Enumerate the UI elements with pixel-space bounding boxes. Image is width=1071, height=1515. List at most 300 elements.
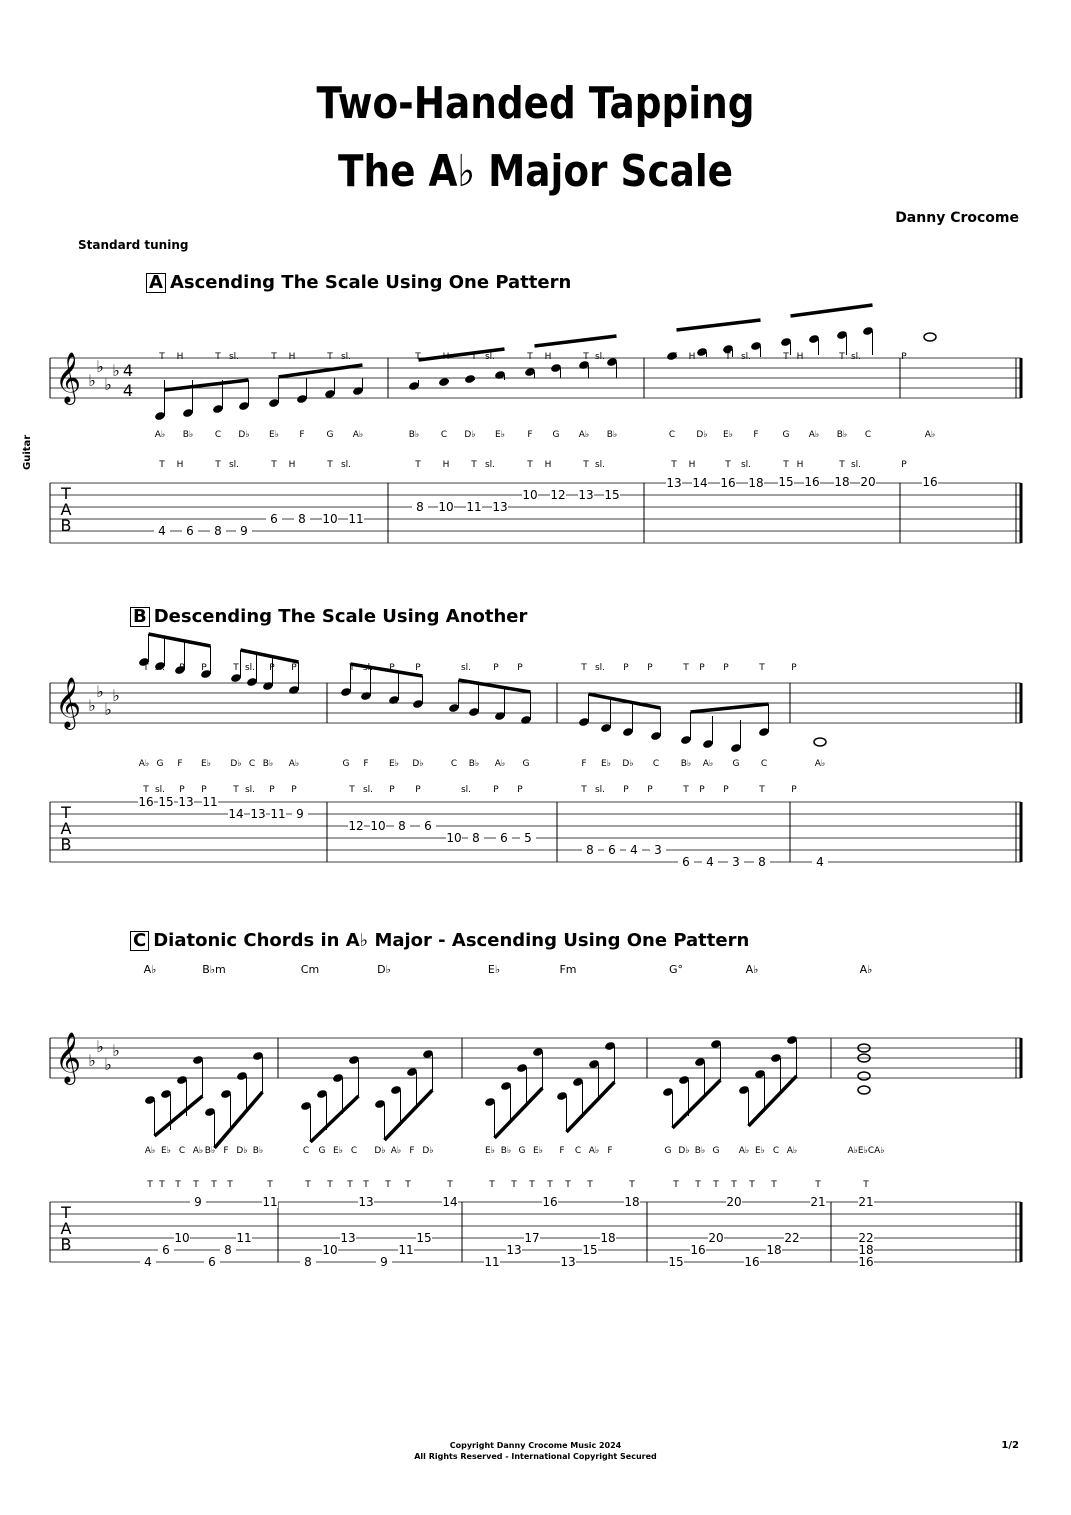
tab-number: 18 <box>624 1195 640 1209</box>
note-name: B♭ <box>408 430 420 440</box>
note-name: D♭ <box>678 1146 690 1156</box>
tab-number: 4 <box>144 1255 152 1269</box>
technique-label: T <box>471 352 477 362</box>
tab-number: 10 <box>370 819 386 833</box>
note-name: A♭ <box>588 1146 600 1156</box>
note-name: A♭ <box>288 759 300 769</box>
note-name: C <box>652 759 660 769</box>
note-name: F <box>223 1146 229 1156</box>
technique-label: P <box>493 785 499 795</box>
technique-label: T <box>159 352 165 362</box>
note-name: D♭ <box>622 759 634 769</box>
note-name: C <box>214 430 222 440</box>
tab-number: 16 <box>690 1243 706 1257</box>
note-name: D♭ <box>230 759 242 769</box>
technique-label: sl. <box>594 785 606 795</box>
technique-label: T <box>673 1180 679 1190</box>
note-name: G <box>156 759 164 769</box>
technique-label: P <box>201 785 207 795</box>
chord-symbol: A♭ <box>143 963 157 976</box>
technique-label: T <box>731 1180 737 1190</box>
note-name: A♭ <box>154 430 166 440</box>
tab-number: 20 <box>726 1195 742 1209</box>
tab-number: 8 <box>416 500 424 514</box>
note-name: F <box>177 759 183 769</box>
technique-label: T <box>511 1180 517 1190</box>
note-name: E♭ <box>495 430 505 440</box>
tab-number: 14 <box>442 1195 458 1209</box>
tab-number: 10 <box>174 1231 190 1245</box>
technique-label: H <box>176 460 184 470</box>
tab-number: 6 <box>186 524 194 538</box>
tab-number: 3 <box>654 843 662 857</box>
chord-symbol: A♭ <box>745 963 759 976</box>
note-name: A♭E♭CA♭ <box>847 1146 885 1156</box>
beam <box>385 1090 433 1140</box>
tab-number: 16 <box>138 795 154 809</box>
technique-label: T <box>227 1180 233 1190</box>
tab-number: 10 <box>446 831 462 845</box>
chord-symbol: Fm <box>559 963 577 976</box>
technique-label: T <box>447 1180 453 1190</box>
note-name: E♭ <box>161 1146 171 1156</box>
tab-number: 11 <box>466 500 482 514</box>
beam <box>459 680 531 692</box>
note-name: C <box>248 759 256 769</box>
note-name: B♭ <box>836 430 848 440</box>
tab-label: A <box>60 1219 72 1238</box>
note-name: G <box>712 1146 720 1156</box>
note-name: F <box>527 430 533 440</box>
tab-number: 11 <box>262 1195 278 1209</box>
note-name: G <box>552 430 560 440</box>
technique-label: sl. <box>850 460 862 470</box>
note-name: A♭ <box>494 759 506 769</box>
technique-label: H <box>544 352 552 362</box>
note-name: A♭ <box>578 430 590 440</box>
tab-label: A <box>60 500 72 519</box>
technique-label: sl. <box>740 352 752 362</box>
technique-label: T <box>363 1180 369 1190</box>
tab-number: 9 <box>240 524 248 538</box>
beam <box>165 380 249 390</box>
tab-number: 20 <box>860 474 876 489</box>
technique-label: P <box>269 663 275 673</box>
note-name: C <box>574 1146 582 1156</box>
page-number: 1/2 <box>1001 1440 1019 1451</box>
technique-label: T <box>143 663 149 673</box>
technique-label: T <box>749 1180 755 1190</box>
key-flat: ♭ <box>96 682 104 701</box>
note-name: A♭ <box>352 430 364 440</box>
chord-symbol: Cm <box>300 963 320 976</box>
beam <box>691 704 769 712</box>
beam <box>351 664 423 676</box>
technique-label: T <box>147 1180 153 1190</box>
note-name: F <box>753 430 759 440</box>
tab-number: 4 <box>706 855 714 869</box>
technique-label: T <box>581 663 587 673</box>
tab-number: 13 <box>492 500 508 514</box>
technique-label: T <box>671 460 677 470</box>
beam <box>311 1096 359 1142</box>
technique-label: T <box>771 1180 777 1190</box>
key-flat: ♭ <box>96 1037 104 1056</box>
note-name: C <box>178 1146 186 1156</box>
treble-clef-icon: 𝄞 <box>54 1032 82 1083</box>
technique-label: T <box>271 460 277 470</box>
beam <box>241 650 299 662</box>
rehearsal-mark-b: B <box>130 607 150 627</box>
technique-label: T <box>193 1180 199 1190</box>
beam <box>677 320 761 330</box>
key-flat: ♭ <box>96 357 104 376</box>
technique-label: P <box>201 663 207 673</box>
note-name: E♭ <box>723 430 733 440</box>
technique-label: H <box>796 352 804 362</box>
composer: Danny Crocome <box>895 210 1019 226</box>
technique-label: T <box>863 1180 869 1190</box>
tab-number: 11 <box>348 512 364 526</box>
technique-label: T <box>725 460 731 470</box>
note-name: A♭ <box>924 430 936 440</box>
technique-label: P <box>647 785 653 795</box>
technique-label: P <box>517 663 523 673</box>
technique-label: sl. <box>244 663 256 673</box>
tab-number: 9 <box>296 807 304 821</box>
note-name: B♭ <box>262 759 274 769</box>
tab-label: B <box>60 1235 72 1254</box>
technique-label: T <box>783 352 789 362</box>
technique-label: P <box>389 785 395 795</box>
tab-label: B <box>60 835 72 854</box>
tab-number: 11 <box>202 795 218 809</box>
technique-label: sl. <box>340 460 352 470</box>
technique-label: P <box>389 663 395 673</box>
technique-label: T <box>547 1180 553 1190</box>
technique-label: T <box>783 460 789 470</box>
copyright-line-1: Copyright Danny Crocome Music 2024 <box>449 1441 622 1450</box>
tab-number: 13 <box>560 1255 576 1269</box>
technique-label: P <box>415 785 421 795</box>
technique-label: P <box>517 785 523 795</box>
key-flat: ♭ <box>112 361 120 380</box>
note-name: G <box>522 759 530 769</box>
whole-note <box>858 1086 870 1094</box>
technique-label: T <box>713 1180 719 1190</box>
technique-label: T <box>327 460 333 470</box>
key-flat: ♭ <box>104 375 112 394</box>
tab-number: 8 <box>214 524 222 538</box>
technique-label: T <box>583 352 589 362</box>
section-a-text: Ascending The Scale Using One Pattern <box>169 272 572 293</box>
note-name: C <box>760 759 768 769</box>
tab-number: 13 <box>250 807 266 821</box>
tab-number: 18 <box>858 1243 874 1257</box>
beam <box>791 305 873 316</box>
note-name: D♭ <box>374 1146 386 1156</box>
note-name: C <box>350 1146 358 1156</box>
technique-label: P <box>791 663 797 673</box>
technique-label: H <box>442 460 450 470</box>
technique-label: T <box>385 1180 391 1190</box>
technique-label: sl. <box>850 352 862 362</box>
note-name: B♭ <box>500 1146 512 1156</box>
section-c-text: Diatonic Chords in A♭ Major - Ascending Using One Pattern <box>153 930 750 951</box>
chord-symbol: B♭m <box>202 963 226 976</box>
technique-label: T <box>215 352 221 362</box>
technique-label: H <box>442 352 450 362</box>
technique-label: sl. <box>362 785 374 795</box>
technique-label: sl. <box>340 352 352 362</box>
technique-label: P <box>901 460 907 470</box>
tab-number: 12 <box>348 819 364 833</box>
technique-label: T <box>839 352 845 362</box>
tab-number: 8 <box>304 1255 312 1269</box>
technique-label: T <box>211 1180 217 1190</box>
technique-label: P <box>791 785 797 795</box>
technique-label: H <box>176 352 184 362</box>
rehearsal-mark-a: A <box>146 273 166 293</box>
tab-number: 8 <box>224 1243 232 1257</box>
key-flat: ♭ <box>104 700 112 719</box>
tuning-label: Standard tuning <box>78 238 189 252</box>
tab-number: 11 <box>270 807 286 821</box>
beam <box>149 634 211 646</box>
technique-label: T <box>671 352 677 362</box>
note-name: G <box>326 430 334 440</box>
tab-label: T <box>61 803 71 822</box>
note-name: A♭ <box>702 759 714 769</box>
technique-label: P <box>415 663 421 673</box>
tab-number: 5 <box>524 831 532 845</box>
technique-label: T <box>415 352 421 362</box>
tab-number: 20 <box>708 1231 724 1245</box>
tab-number: 16 <box>922 474 938 489</box>
note-name: D♭ <box>696 430 708 440</box>
technique-label: P <box>179 785 185 795</box>
tab-number: 13 <box>358 1195 374 1209</box>
note-name: G <box>732 759 740 769</box>
note-name: G <box>664 1146 672 1156</box>
notation-marks <box>138 305 938 1268</box>
technique-label: T <box>349 663 355 673</box>
tab-number: 13 <box>178 795 194 809</box>
technique-label: sl. <box>154 663 166 673</box>
tab-number: 9 <box>380 1255 388 1269</box>
tab-number: 11 <box>484 1255 500 1269</box>
technique-label: T <box>267 1180 273 1190</box>
technique-label: T <box>405 1180 411 1190</box>
key-flat: ♭ <box>88 371 96 390</box>
note-name: G <box>782 430 790 440</box>
tab-label: B <box>60 516 72 535</box>
technique-label: T <box>215 460 221 470</box>
technique-label: T <box>583 460 589 470</box>
technique-label: H <box>688 460 696 470</box>
copyright <box>0 1440 1071 1462</box>
technique-label: T <box>527 460 533 470</box>
note-name: C <box>772 1146 780 1156</box>
note-name: A♭ <box>144 1146 156 1156</box>
tab-number: 14 <box>228 807 244 821</box>
technique-label: P <box>179 663 185 673</box>
tab-number: 13 <box>506 1243 522 1257</box>
chord-symbol: G° <box>668 963 684 976</box>
title-line-2: The A♭ Major Scale <box>337 146 734 197</box>
tab-number: 11 <box>398 1243 414 1257</box>
tab-number: 14 <box>692 476 708 490</box>
tab-number: 18 <box>600 1231 616 1245</box>
key-flat: ♭ <box>112 1041 120 1060</box>
technique-label: P <box>723 663 729 673</box>
technique-label: T <box>327 1180 333 1190</box>
tab-number: 17 <box>524 1231 540 1245</box>
technique-label: P <box>723 785 729 795</box>
tab-number: 6 <box>682 855 690 869</box>
chord-symbol: D♭ <box>377 963 391 976</box>
note-name: E♭ <box>755 1146 765 1156</box>
tab-number: 16 <box>542 1195 558 1209</box>
beam <box>279 365 363 377</box>
technique-label: sl. <box>484 352 496 362</box>
tab-number: 4 <box>816 855 824 869</box>
technique-label: H <box>288 460 296 470</box>
technique-label: sl. <box>244 785 256 795</box>
note-name: A♭ <box>192 1146 204 1156</box>
tab-number: 15 <box>604 488 620 502</box>
note-name: C <box>864 430 872 440</box>
note-name: A♭ <box>808 430 820 440</box>
note-name: B♭ <box>204 1146 216 1156</box>
technique-label: T <box>233 785 239 795</box>
note-name: F <box>559 1146 565 1156</box>
beam <box>673 1080 721 1128</box>
note-name: E♭ <box>485 1146 495 1156</box>
tab-number: 8 <box>586 843 594 857</box>
technique-label: P <box>699 785 705 795</box>
technique-label: sl. <box>154 785 166 795</box>
note-name: F <box>363 759 369 769</box>
technique-label: sl. <box>460 663 472 673</box>
tab-number: 10 <box>438 500 454 514</box>
tab-number: 21 <box>858 1195 874 1209</box>
tab-number: 22 <box>858 1231 874 1245</box>
tab-number: 15 <box>582 1243 598 1257</box>
note-name: B♭ <box>606 430 618 440</box>
whole-note <box>858 1072 870 1080</box>
technique-label: T <box>683 785 689 795</box>
tab-number: 15 <box>158 795 174 809</box>
technique-label: T <box>271 352 277 362</box>
instrument-label: Guitar <box>22 434 33 470</box>
beam <box>215 1092 263 1148</box>
technique-label: T <box>233 663 239 673</box>
note-name: C <box>668 430 676 440</box>
tab-number: 11 <box>236 1231 252 1245</box>
note-name: D♭ <box>236 1146 248 1156</box>
technique-label: T <box>527 352 533 362</box>
technique-label: H <box>796 460 804 470</box>
technique-label: sl. <box>228 352 240 362</box>
technique-label: H <box>544 460 552 470</box>
tab-number: 4 <box>630 843 638 857</box>
technique-label: T <box>175 1180 181 1190</box>
tab-label: T <box>61 484 71 503</box>
tab-number: 10 <box>322 512 338 526</box>
tab-number: 15 <box>668 1255 684 1269</box>
section-b-text: Descending The Scale Using Another <box>153 606 528 627</box>
tab-number: 15 <box>416 1231 432 1245</box>
technique-label: sl. <box>594 352 606 362</box>
technique-label: P <box>291 785 297 795</box>
time-sig-bottom: 4 <box>122 381 134 400</box>
tab-label: T <box>61 1203 71 1222</box>
technique-label: T <box>327 352 333 362</box>
tab-number: 22 <box>784 1231 800 1245</box>
beam <box>535 336 617 346</box>
tab-number: 6 <box>424 819 432 833</box>
time-sig-top: 4 <box>122 361 134 380</box>
beam <box>495 1088 543 1138</box>
technique-label: H <box>288 352 296 362</box>
technique-label: P <box>901 352 907 362</box>
tab-number: 8 <box>758 855 766 869</box>
beam <box>749 1076 797 1126</box>
technique-label: T <box>489 1180 495 1190</box>
tab-number: 18 <box>834 474 850 489</box>
note-name: A♭ <box>138 759 150 769</box>
technique-label: T <box>839 460 845 470</box>
tab-number: 6 <box>270 512 278 526</box>
note-name: G <box>342 759 350 769</box>
technique-label: T <box>565 1180 571 1190</box>
technique-label: sl. <box>460 785 472 795</box>
chord-symbol: E♭ <box>487 963 501 976</box>
technique-label: sl. <box>228 460 240 470</box>
tab-number: 9 <box>194 1195 202 1209</box>
technique-label: H <box>688 352 696 362</box>
technique-label: T <box>159 1180 165 1190</box>
tab-number: 6 <box>500 831 508 845</box>
key-flat: ♭ <box>104 1055 112 1074</box>
technique-label: T <box>587 1180 593 1190</box>
tab-number: 18 <box>748 476 764 490</box>
note-name: B♭ <box>468 759 480 769</box>
tab-number: 6 <box>162 1243 170 1257</box>
note-name: F <box>299 430 305 440</box>
tab-number: 8 <box>298 512 306 526</box>
technique-label: T <box>349 785 355 795</box>
technique-label: sl. <box>740 460 752 470</box>
tab-number: 3 <box>732 855 740 869</box>
beam <box>589 694 661 708</box>
technique-label: T <box>471 460 477 470</box>
tab-number: 13 <box>578 488 594 502</box>
technique-label: T <box>143 785 149 795</box>
note-name: A♭ <box>814 759 826 769</box>
technique-label: P <box>269 785 275 795</box>
technique-label: T <box>683 663 689 673</box>
whole-note <box>924 333 936 341</box>
technique-label: T <box>159 460 165 470</box>
technique-label: T <box>415 460 421 470</box>
tab-number: 8 <box>398 819 406 833</box>
beam <box>155 1096 203 1136</box>
tab-number: 8 <box>472 831 480 845</box>
treble-clef-icon: 𝄞 <box>54 352 82 403</box>
tab-number: 6 <box>208 1255 216 1269</box>
